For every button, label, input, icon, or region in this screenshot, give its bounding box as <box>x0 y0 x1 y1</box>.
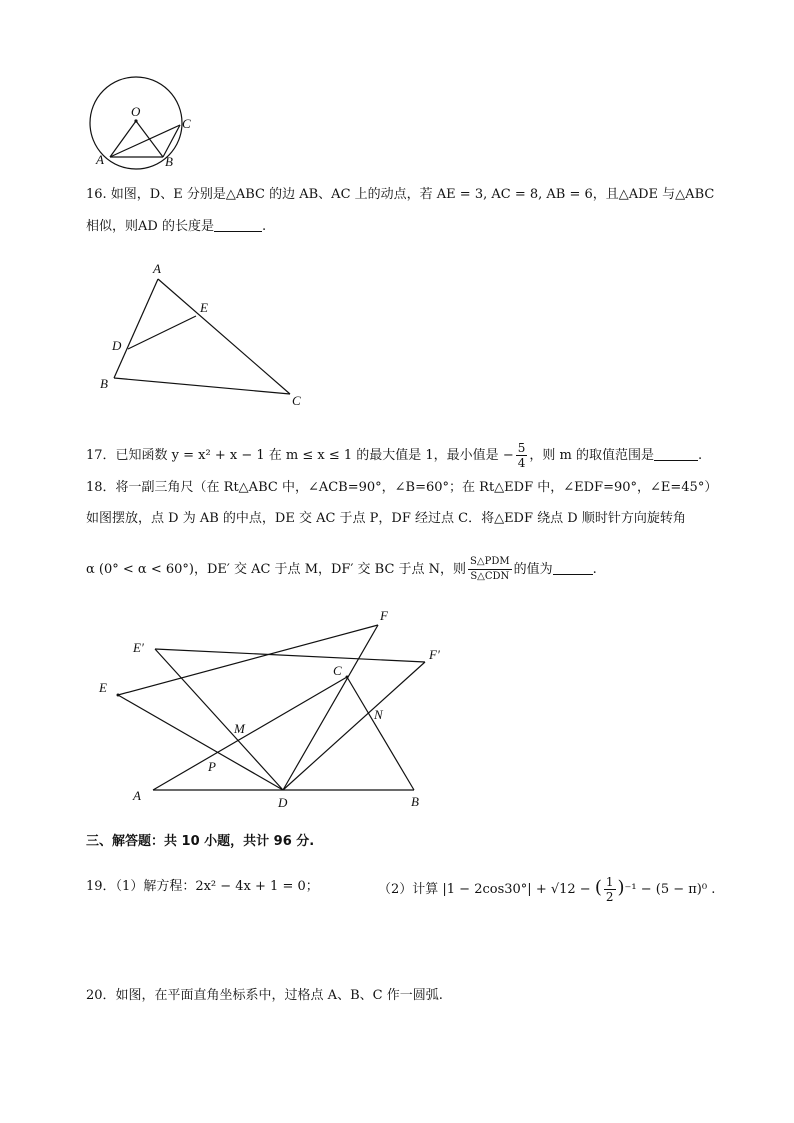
figure-q16-triangle <box>95 262 315 412</box>
label-O: O <box>131 104 141 119</box>
q17-fraction <box>516 441 528 470</box>
label-E: E <box>200 300 208 315</box>
q18-text-3-pre: α (0° < α < 60°)，DE′ 交 AC 于点 M，DF′ 交 BC 于点 N，则 <box>86 562 467 577</box>
label-F-prime: F′ <box>429 647 440 662</box>
point-E <box>117 694 120 697</box>
q17-line <box>86 441 702 470</box>
label-E-prime: E′ <box>133 640 144 655</box>
segment-AC <box>110 125 180 157</box>
section-3-heading <box>86 832 314 852</box>
segment-E-prime-F-prime <box>155 649 425 662</box>
label-A: A <box>96 152 104 167</box>
section-3-title: 三、解答题：共 10 小题，共计 96 分. <box>86 834 315 849</box>
q18-text-3-post: 的值为 <box>513 562 553 577</box>
segment-AC <box>158 279 290 394</box>
q18-line2 <box>86 509 686 529</box>
label-E: E <box>99 680 107 695</box>
label-B: B <box>411 794 419 809</box>
label-M: M <box>234 721 245 736</box>
q19-part1: 19．（1）解方程：2x² − 4x + 1 = 0； <box>86 879 319 894</box>
label-D: D <box>112 338 122 353</box>
q16-line1 <box>86 185 714 205</box>
q17-text-pre: 17．已知函数 y = x² + x − 1 在 m ≤ x ≤ 1 的最大值是 1，最小值是 − <box>86 448 514 463</box>
label-D: D <box>278 795 288 810</box>
q20-text: 20．如图，在平面直角坐标系中，过格点 A、B、C 作一圆弧. <box>86 988 443 1003</box>
label-F: F <box>380 608 388 623</box>
q18-frac-num: S△PDM <box>468 555 512 570</box>
q19-frac-den: 2 <box>605 890 614 904</box>
q18-fraction <box>468 555 512 584</box>
label-A: A <box>133 788 141 803</box>
label-C: C <box>333 663 342 678</box>
q16-text-2: 相似，则AD 的长度是 <box>86 219 214 234</box>
label-B: B <box>100 376 108 391</box>
q17-frac-num: 5 <box>517 441 526 455</box>
q19-part2-pre: （2）计算 |1 − 2cos30°| + √12 − <box>378 882 595 897</box>
q16-text-1: 16. 如图，D、E 分别是△ABC 的边 AB、AC 上的动点，若 AE = 3, AC = 8, AB = 6，且△ADE 与△ABC <box>86 187 715 202</box>
segment-EF <box>118 625 378 695</box>
segment-DE <box>118 695 283 790</box>
label-N: N <box>374 707 383 722</box>
q19-fraction <box>604 875 616 904</box>
q20-line <box>86 986 443 1006</box>
label-C: C <box>182 116 191 131</box>
q16-end: . <box>261 219 267 234</box>
figure-q18-rotation <box>95 605 455 815</box>
q16-line2 <box>86 217 266 237</box>
q18-frac-den: S△CDN <box>470 571 510 582</box>
label-P: P <box>208 759 216 774</box>
segment-DE <box>128 316 196 349</box>
segment-BC <box>114 378 290 394</box>
q16-answer-blank[interactable] <box>214 217 262 232</box>
label-A: A <box>153 261 161 276</box>
q17-end: . <box>697 448 703 463</box>
point-C <box>346 676 349 679</box>
q19-part2-line: （2）计算 |1 − 2cos30°| + √12 − ( $\frac{1}{2}$ )⁻¹ − (5 − π)⁰ . <box>378 875 716 904</box>
q19-part2-post: ⁻¹ − (5 − π)⁰ . <box>624 882 716 897</box>
segment-DF <box>283 625 378 790</box>
segment-AC <box>153 677 347 790</box>
q17-text-post: ，则 m 的取值范围是 <box>529 448 654 463</box>
q18-text-2: 如图摆放，点 D 为 AB 的中点，DE 交 AC 于点 P，DF 经过点 C．将△EDF 绕点 D 顺时针方向旋转角 <box>86 511 686 526</box>
q17-answer-blank[interactable] <box>654 446 698 461</box>
label-C: C <box>292 393 301 408</box>
q18-text-1: 18．将一副三角尺（在 Rt△ABC 中，∠ACB=90°，∠B=60°；在 Rt△EDF 中，∠EDF=90°，∠E=45°） <box>86 480 718 495</box>
label-B: B <box>165 154 173 169</box>
segment-AB <box>114 279 158 378</box>
q17-frac-den: 4 <box>517 456 526 470</box>
figure-q15-circle <box>86 75 206 175</box>
segment-DE-prime <box>155 649 283 790</box>
q19-frac-num: 1 <box>605 875 614 889</box>
segment-CB <box>347 677 414 790</box>
q18-answer-blank[interactable] <box>553 560 593 575</box>
q18-line3 <box>86 555 597 584</box>
point-O <box>134 119 137 122</box>
q18-end: . <box>592 562 597 577</box>
q19-part1-line <box>86 877 319 897</box>
segment-DF-prime <box>283 662 425 790</box>
q18-line1 <box>86 478 717 498</box>
